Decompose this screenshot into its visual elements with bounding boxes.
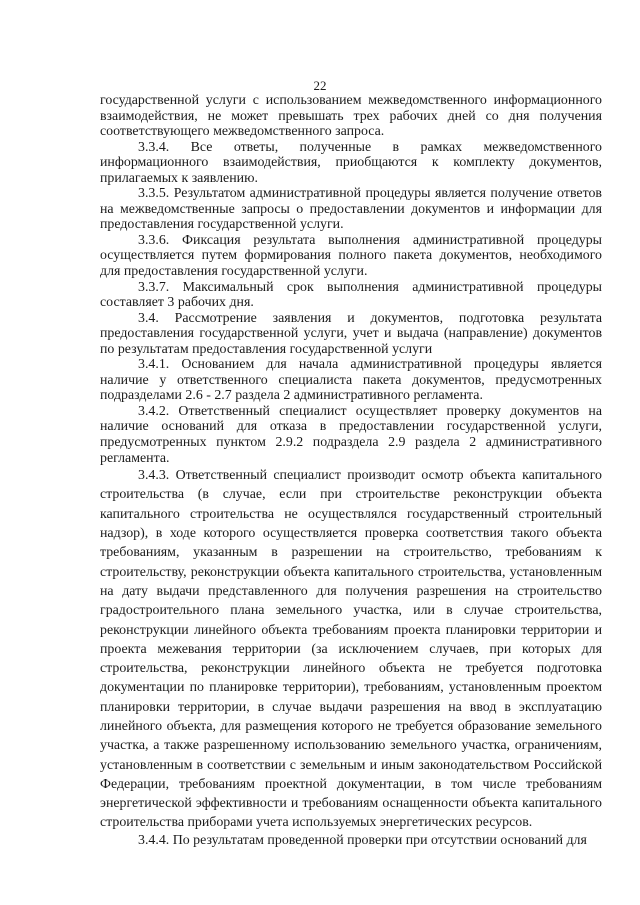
- paragraph-3-4-1: 3.4.1. Основанием для начала административной процедуры является наличие у ответственного специалиста пакета документов, предусмотренных подразделами 2.6 - 2.7 раздела 2 административного регламента.: [100, 357, 602, 404]
- paragraph-3-4-4: 3.4.4. По результатам проведенной проверки при отсутствии оснований для: [138, 832, 587, 848]
- page-number: 22: [313, 78, 327, 93]
- paragraph-3-4-2: 3.4.2. Ответственный специалист осуществляет проверку документов на наличие оснований для отказа в предоставлении государственной услуги, предусмотренных пунктом 2.9.2 подраздела 2.9 раздела 2 административного регламента.: [100, 403, 602, 466]
- paragraph-continuation: государственной услуги с использованием межведомственного информационного взаимодействия, не может превышать трех рабочих дней со дня получения соответствующего межведомственного запроса.: [100, 93, 602, 140]
- paragraph-3-3-5: 3.3.5. Результатом административной процедуры является получение ответов на межведомственные запросы о предоставлении документов и информации для предоставления государственной услуги.: [100, 186, 602, 233]
- document-body: [100, 93, 602, 848]
- paragraph-3-3-4: 3.3.4. Все ответы, полученные в рамках межведомственного информационного взаимодействия, приобщаются к комплекту документов, прилагаемых к заявлению.: [100, 139, 602, 186]
- paragraph-3-3-7: 3.3.7. Максимальный срок выполнения административной процедуры составляет 3 рабочих дня.: [100, 279, 602, 311]
- paragraph-3-3-6: 3.3.6. Фиксация результата выполнения административной процедуры осуществляется путем формирования полного пакета документов, необходимого для предоставления государственной услуги.: [100, 232, 602, 280]
- paragraph-3-4-heading: 3.4. Рассмотрение заявления и документов, подготовка результата предоставления государственной услуги, учет и выдача (направление) документов по результатам предоставления государственной услуги: [100, 310, 602, 357]
- paragraph-3-4-3: 3.4.3. Ответственный специалист производит осмотр объекта капитального строительства (в случае, если при строительстве реконструкции объекта капитального строительства не осуществлялся государственный строительный надзор), в ходе которого осуществляется проверка соответствия такого объекта требованиям, указанным в разрешении на строительство, требованиям к строительству, реконструкции объекта капитального строительства, установленным на дату выдачи представленного для получения разрешения на строительство градостроительного плана земельного участка, или в случае строительства, реконструкции линейного объекта требованиям проекта планировки территории и проекта межевания территории (за исключением случаев, при которых для строительства, реконструкции линейного объекта не требуется подготовка документации по планировке территории), требованиям, установленным проектом планировки территории, в случае выдачи разрешения на ввод в эксплуатацию линейного объекта, для размещения которого не требуется образование земельного участка, а также разрешенному использованию земельного участка, ограничениям, установленным в соответствии с земельным и иным законодательством Российской Федерации, требованиям проектной документации, в том числе требованиям энергетической эффективности и требованиям оснащенности объекта капитального строительства приборами учета используемых энергетических ресурсов.: [100, 468, 602, 831]
